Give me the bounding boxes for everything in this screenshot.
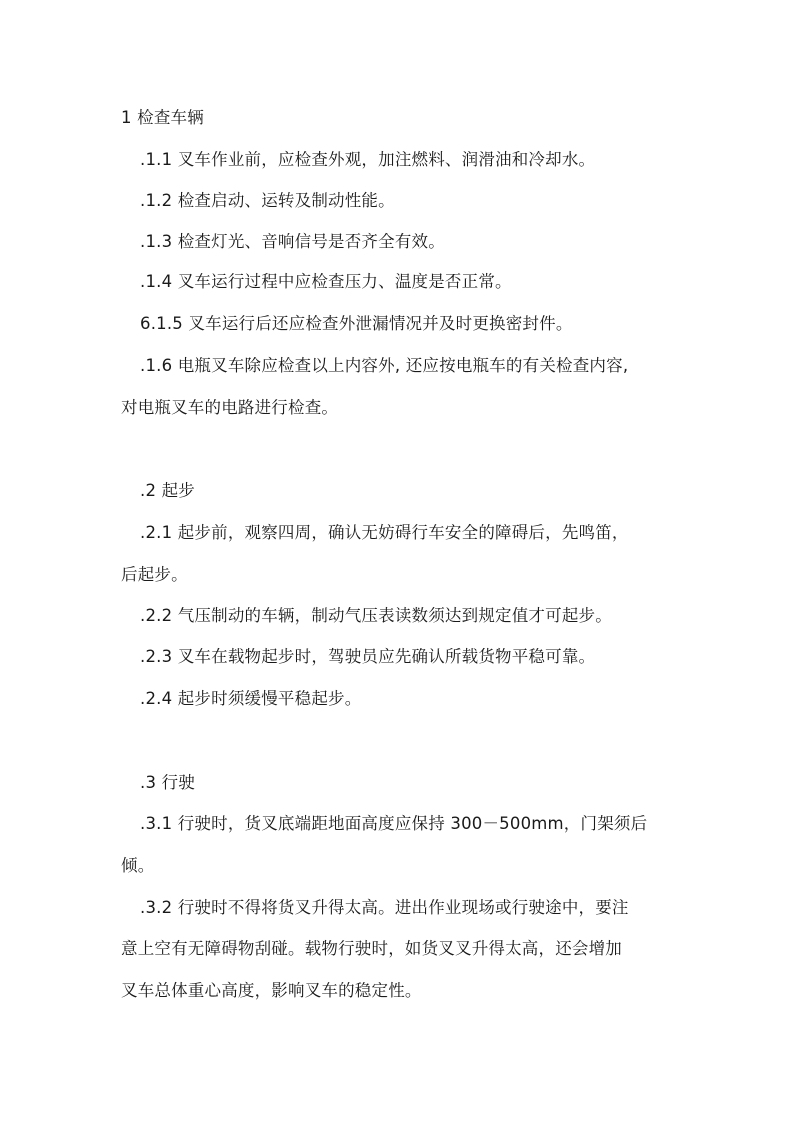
paragraph-line: .1.3 检查灯光、音响信号是否齐全有效。 [140, 232, 445, 251]
paragraph-line: 叉车总体重心高度，影响叉车的稳定性。 [121, 981, 422, 1000]
paragraph-line: .3.1 行驶时，货叉底端距地面高度应保持 300－500mm，门架须后 [140, 814, 648, 833]
section-heading-3: .3 行驶 [140, 773, 195, 792]
paragraph-line: .2.2 气压制动的车辆，制动气压表读数须达到规定值才可起步。 [140, 606, 612, 625]
paragraph-line: .2.1 起步前，观察四周，确认无妨碍行车安全的障碍后，先鸣笛， [140, 523, 629, 542]
paragraph-line: .2.3 叉车在载物起步时，驾驶员应先确认所载货物平稳可靠。 [140, 647, 596, 666]
paragraph-line: .1.2 检查启动、运转及制动性能。 [140, 191, 395, 210]
paragraph-line: 倾。 [121, 856, 155, 875]
paragraph-line: .1.1 叉车作业前，应检查外观，加注燃料、润滑油和冷却水。 [140, 150, 596, 169]
paragraph-line: .1.4 叉车运行过程中应检查压力、温度是否正常。 [140, 272, 512, 291]
section-heading-2: .2 起步 [140, 481, 195, 500]
paragraph-line: 意上空有无障碍物刮碰。载物行驶时，如货叉叉升得太高，还会增加 [121, 939, 622, 958]
paragraph-line: 6.1.5 叉车运行后还应检查外泄漏情况并及时更换密封件。 [140, 314, 573, 333]
paragraph-line: 后起步。 [121, 565, 188, 584]
paragraph-line: 对电瓶叉车的电路进行检查。 [121, 398, 339, 417]
section-heading-1: 1 检查车辆 [121, 108, 204, 127]
paragraph-line: .2.4 起步时须缓慢平稳起步。 [140, 689, 362, 708]
paragraph-line: .1.6 电瓶叉车除应检查以上内容外, 还应按电瓶车的有关检查内容, [140, 356, 629, 375]
paragraph-line: .3.2 行驶时不得将货叉升得太高。进出作业现场或行驶途中，要注 [140, 898, 629, 917]
